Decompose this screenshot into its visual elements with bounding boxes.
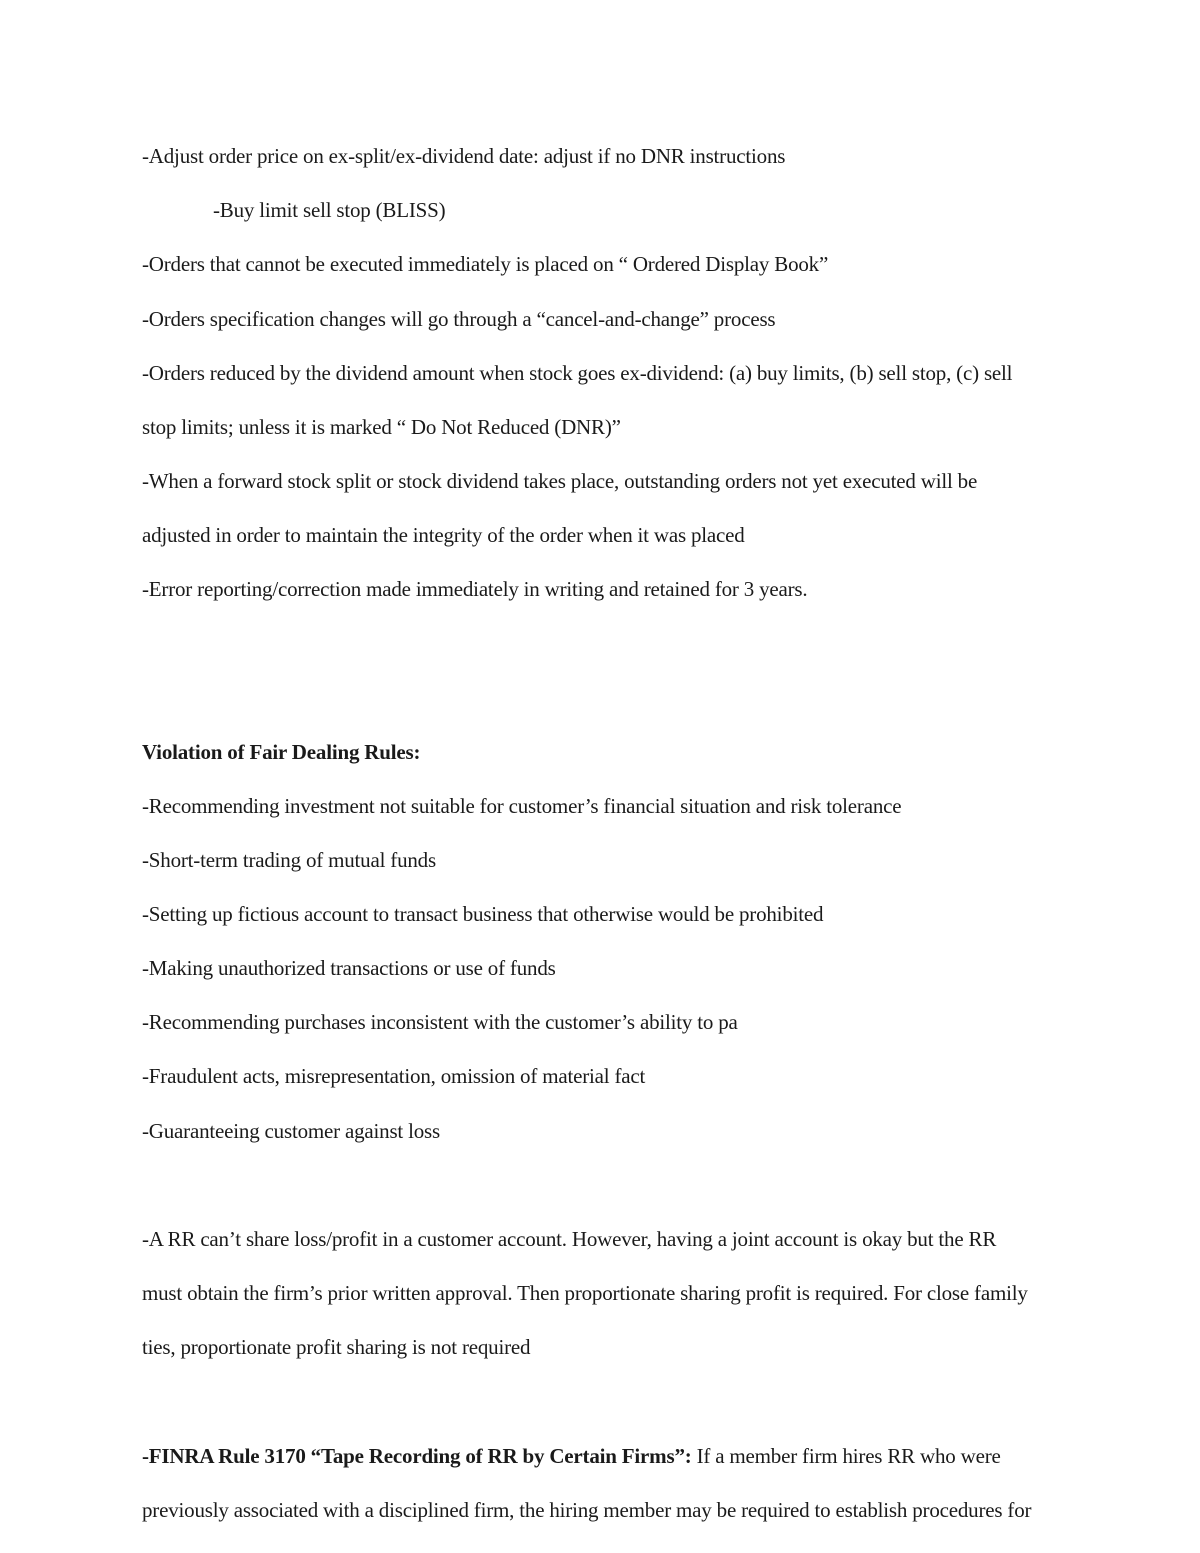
list-item-unauthorized-transactions: -Making unauthorized transactions or use of funds xyxy=(142,956,556,980)
list-item-fraudulent-acts: -Fraudulent acts, misrepresentation, omission of material fact xyxy=(142,1064,646,1088)
paragraph-forward-split-line2: adjusted in order to maintain the integrity of the order when it was placed xyxy=(142,523,745,547)
paragraph-finra-3170-line1 xyxy=(142,1443,1001,1469)
list-item-inconsistent-purchases: -Recommending purchases inconsistent with the customer’s ability to pa xyxy=(142,1010,738,1034)
list-item-unsuitable-investment: -Recommending investment not suitable for customer’s financial situation and risk tolerance xyxy=(142,794,902,818)
paragraph-bliss: -Buy limit sell stop (BLISS) xyxy=(213,198,446,222)
finra-rule-3170-title: -FINRA Rule 3170 “Tape Recording of RR by Certain Firms”: xyxy=(142,1444,692,1468)
paragraph-ordered-display-book: -Orders that cannot be executed immediately is placed on “ Ordered Display Book” xyxy=(142,252,829,276)
paragraph-rr-sharing-line2: must obtain the firm’s prior written approval. Then proportionate sharing profit is required. For close family xyxy=(142,1281,1028,1305)
paragraph-adjust-order-price: -Adjust order price on ex-split/ex-dividend date: adjust if no DNR instructions xyxy=(142,144,786,168)
paragraph-finra-3170-line2: previously associated with a disciplined firm, the hiring member may be required to establish procedures for xyxy=(142,1498,1032,1522)
paragraph-rr-sharing-line3: ties, proportionate profit sharing is not required xyxy=(142,1335,531,1359)
paragraph-orders-reduced-line2: stop limits; unless it is marked “ Do Not Reduced (DNR)” xyxy=(142,415,621,439)
paragraph-forward-split-line1: -When a forward stock split or stock dividend takes place, outstanding orders not yet executed will be xyxy=(142,469,978,493)
paragraph-error-reporting: -Error reporting/correction made immediately in writing and retained for 3 years. xyxy=(142,577,808,601)
list-item-guaranteeing-against-loss: -Guaranteeing customer against loss xyxy=(142,1119,440,1143)
paragraph-orders-reduced-line1: -Orders reduced by the dividend amount when stock goes ex-dividend: (a) buy limits, (b) sell stop, (c) sell xyxy=(142,361,1013,385)
list-item-short-term-trading: -Short-term trading of mutual funds xyxy=(142,848,436,872)
list-item-fictious-account: -Setting up fictious account to transact business that otherwise would be prohibited xyxy=(142,902,824,926)
paragraph-cancel-and-change: -Orders specification changes will go through a “cancel-and-change” process xyxy=(142,307,776,331)
finra-rule-3170-text: If a member firm hires RR who were xyxy=(691,1444,1001,1468)
section-heading-fair-dealing: Violation of Fair Dealing Rules: xyxy=(142,740,421,764)
paragraph-rr-sharing-line1: -A RR can’t share loss/profit in a customer account. However, having a joint account is okay but the RR xyxy=(142,1227,997,1251)
